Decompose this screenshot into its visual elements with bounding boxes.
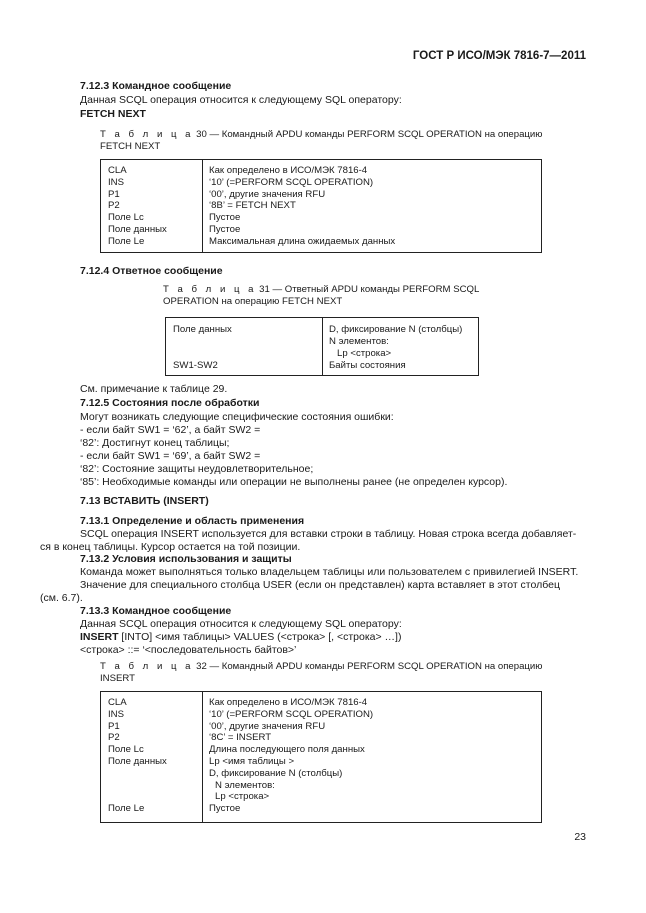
table-cell: ‘8B’ = FETCH NEXT (209, 200, 296, 212)
table-cell: ‘00’, другие значения RFU (209, 720, 326, 732)
section-7-13-3-title: 7.13.3 Командное сообщение (80, 605, 232, 617)
table-cell: INS (108, 708, 124, 720)
table-cell: Как определено в ИСО/МЭК 7816-4 (209, 165, 368, 176)
section-7-13-title: 7.13 ВСТАВИТЬ (INSERT) (80, 495, 209, 507)
table-cell: ‘10’ (=PERFORM SCQL OPERATION) (209, 176, 374, 188)
table-cell: Поле данных (108, 223, 167, 235)
table-cell: N элементов: (329, 336, 389, 347)
table-cell: CLA (108, 697, 127, 708)
status-line: ‘82’: Достигнут конец таблицы; (80, 437, 230, 449)
table-cell: Поле Lc (108, 744, 144, 756)
table-cell: SW1-SW2 (173, 360, 218, 371)
section-7-13-1-text: SCQL операция INSERT используется для вставки строки в таблицу. Новая строка всегда добавляет- (80, 528, 577, 540)
table-cell: D, фиксирование N (столбцы) (209, 767, 343, 779)
table-cell: Пустое (209, 803, 241, 815)
table-label: Т а б л и ц а (100, 661, 194, 672)
section-7-13-2-text-2: Значение для специального столбца USER (если он представлен) карта вставляет в этот столбец (80, 579, 560, 591)
table-cell: D, фиксирование N (столбцы) (329, 324, 463, 335)
table-cell: CLA (108, 165, 127, 176)
section-7-13-2-text: Команда может выполняться только владельцем таблицы или пользователем с привилегией INSERT. (80, 566, 579, 578)
table-cell: ‘00’, другие значения RFU (209, 188, 326, 200)
table-cell: ‘8C’ = INSERT (209, 732, 272, 744)
table-32-caption-text: 32 — Командный APDU команды PERFORM SCQL OPERATION на операцию (196, 661, 543, 672)
section-7-13-2-title: 7.13.2 Условия использования и защиты (80, 553, 292, 565)
table-30-caption-line2: FETCH NEXT (100, 141, 161, 152)
sql-keyword: INSERT (80, 631, 119, 643)
table-31-caption-text: 31 — Ответный APDU команды PERFORM SCQL (259, 284, 480, 295)
sql-syntax-string: <строка> ::= ‘<последовательность байтов>’ (80, 644, 297, 656)
table-cell: Поле Le (108, 803, 145, 815)
status-line: - если байт SW1 = ‘62’, а байт SW2 = (80, 424, 261, 436)
table-cell: Lp <строка> (337, 348, 392, 359)
status-line: - если байт SW1 = ‘69’, а байт SW2 = (80, 450, 261, 462)
table-32-keys (108, 697, 167, 815)
table-31-caption (163, 284, 479, 295)
table-cell: N элементов: (215, 779, 275, 791)
status-line: Могут возникать следующие специфические состояния ошибки: (80, 411, 394, 423)
status-line: ‘85’: Необходимые команды или операции не выполнены ранее (не определен курсор). (80, 476, 508, 488)
page-number: 23 (574, 831, 586, 843)
table-label: Т а б л и ц а (100, 129, 194, 140)
table-cell: Lp <имя таблицы > (209, 755, 295, 767)
table-label: Т а б л и ц а (163, 284, 257, 295)
table-cell: P1 (108, 188, 120, 200)
table-32-caption-line2: INSERT (100, 673, 136, 684)
table-30-divider (202, 159, 203, 252)
table-cell: ‘10’ (=PERFORM SCQL OPERATION) (209, 708, 374, 720)
table-cell: Поле Lc (108, 212, 144, 224)
table-cell: Пустое (209, 223, 241, 235)
sql-operator: FETCH NEXT (80, 108, 146, 120)
section-7-13-3-text: Данная SCQL операция относится к следующему SQL оператору: (80, 618, 402, 630)
table-31-caption-line2: OPERATION на операцию FETCH NEXT (163, 296, 343, 307)
table-cell (108, 780, 167, 792)
table-cell: P2 (108, 732, 120, 744)
section-7-12-3-text: Данная SCQL операция относится к следующему SQL оператору: (80, 94, 402, 106)
table-cell: Lp <строка> (215, 791, 270, 803)
table-cell: Длина последующего поля данных (209, 744, 365, 756)
table-32-divider (202, 691, 203, 822)
table-cell: P1 (108, 720, 120, 732)
table-30-caption-text: 30 — Командный APDU команды PERFORM SCQL OPERATION на операцию (196, 129, 543, 140)
table-cell: Байты состояния (329, 360, 406, 371)
table-cell (108, 791, 167, 803)
section-7-12-4-title: 7.12.4 Ответное сообщение (80, 265, 223, 277)
sql-syntax-rest: [INTO] <имя таблицы> VALUES (<строка> [, <строка> …]) (118, 631, 402, 643)
table-cell (108, 768, 167, 780)
table-cell: Поле данных (173, 324, 232, 335)
table-cell: Пустое (209, 212, 241, 224)
table-cell: Поле данных (108, 755, 167, 767)
section-7-13-1-text-cont: ся в конец таблицы. Курсор остается на той позиции. (40, 541, 301, 553)
standard-header: ГОСТ Р ИСО/МЭК 7816-7—2011 (412, 50, 586, 62)
section-7-12-5-title: 7.12.5 Состояния после обработки (80, 397, 260, 409)
sql-syntax (80, 631, 401, 643)
table-30-keys (108, 165, 167, 248)
status-line: ‘82’: Состояние защиты неудовлетворительное; (80, 463, 314, 475)
table-30-values (209, 165, 395, 248)
note-29: См. примечание к таблице 29. (80, 383, 228, 395)
table-cell: Максимальная длина ожидаемых данных (209, 235, 396, 247)
table-cell: Поле Le (108, 235, 145, 247)
section-7-13-2-text-3: (см. 6.7). (40, 592, 83, 604)
table-32-values (209, 697, 373, 815)
table-cell: P2 (108, 200, 120, 212)
table-cell: INS (108, 176, 124, 188)
section-7-12-3-title: 7.12.3 Командное сообщение (80, 80, 232, 92)
table-32-caption (100, 661, 542, 672)
table-cell: Как определено в ИСО/МЭК 7816-4 (209, 697, 368, 708)
table-30-caption (100, 129, 542, 140)
table-31-divider (322, 317, 323, 375)
section-7-13-1-title: 7.13.1 Определение и область применения (80, 515, 305, 527)
